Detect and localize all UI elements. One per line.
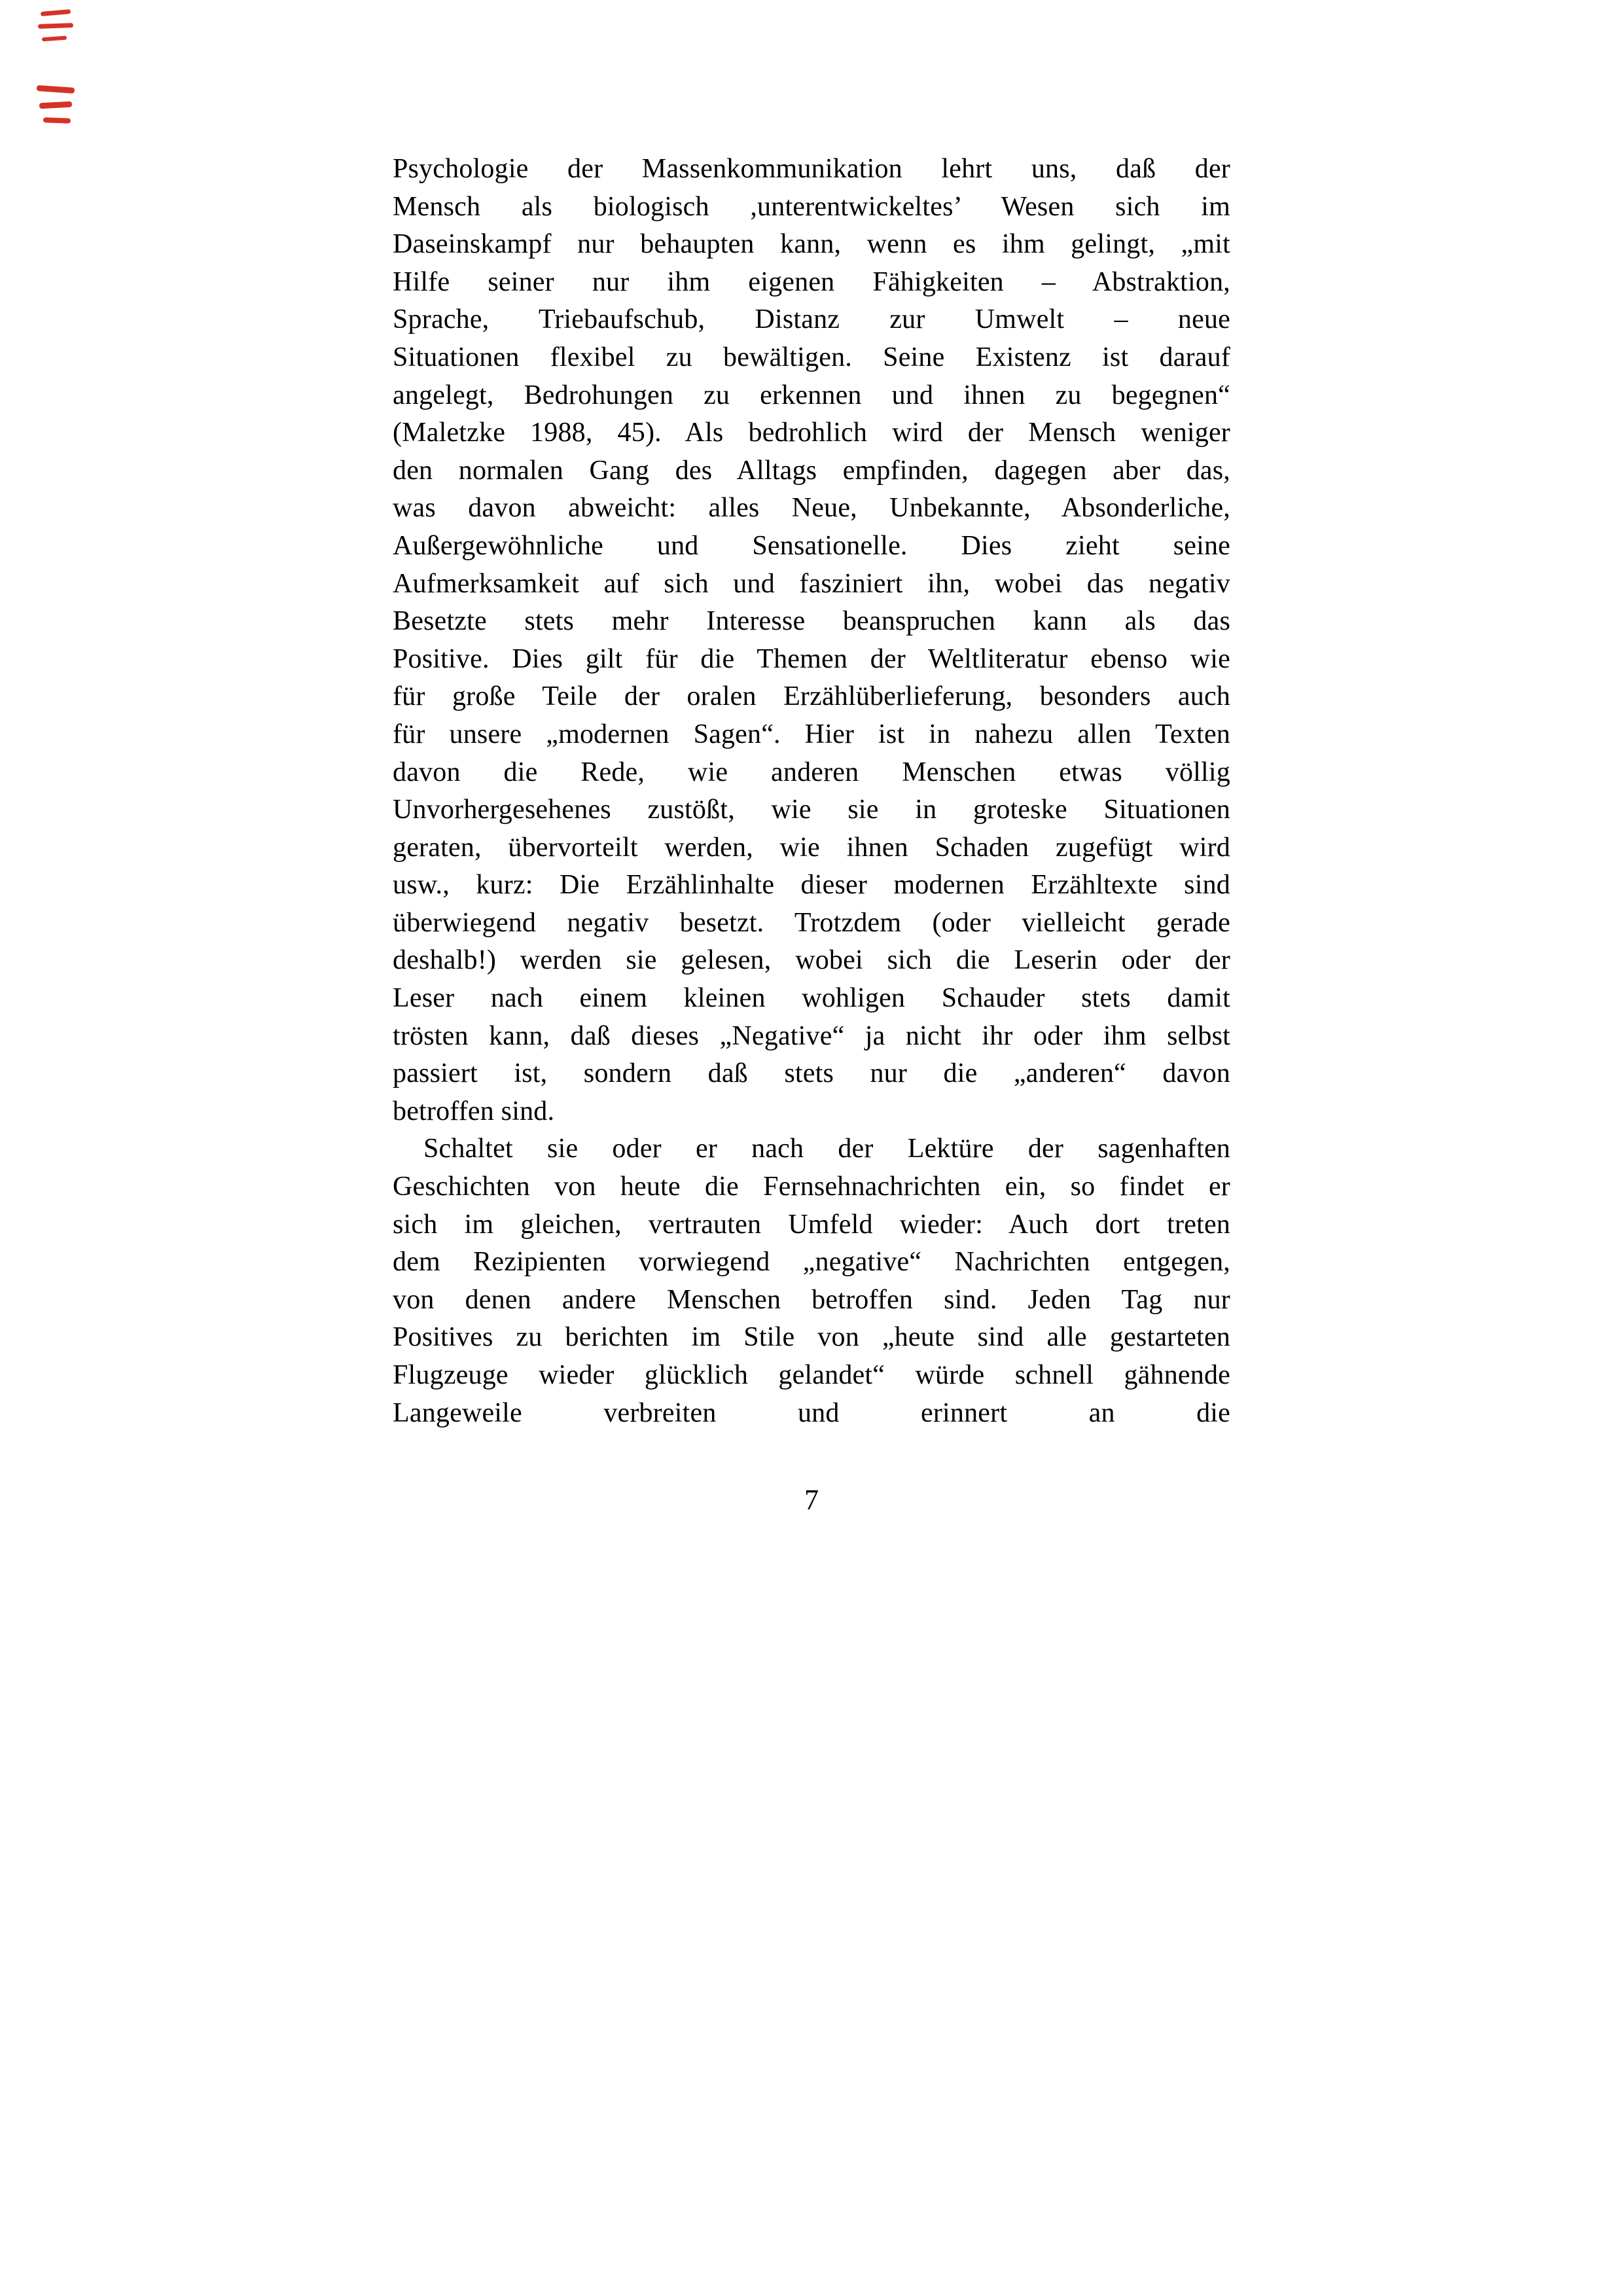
body-text — [393, 151, 1230, 1432]
text-line: usw., kurz: Die Erzählinhalte dieser modernen Erzähltexte sind — [393, 870, 1230, 901]
text-line: Positives zu berichten im Stile von „heute sind alle gestarteten — [393, 1322, 1230, 1353]
text-line: Leser nach einem kleinen wohligen Schauder stets damit — [393, 983, 1230, 1014]
text-line: deshalb!) werden sie gelesen, wobei sich die Leserin oder der — [393, 945, 1230, 976]
text-line: Besetzte stets mehr Interesse beanspruchen kann als das — [393, 606, 1230, 637]
text-line: Langeweile verbreiten und erinnert an die — [393, 1397, 1230, 1428]
text-line: von denen andere Menschen betroffen sind. Jeden Tag nur — [393, 1284, 1230, 1315]
text-line: Außergewöhnliche und Sensationelle. Dies zieht seine — [393, 530, 1230, 561]
text-line: dem Rezipienten vorwiegend „negative“ Nachrichten entgegen, — [393, 1247, 1230, 1278]
text-line: Sprache, Triebaufschub, Distanz zur Umwelt – neue — [393, 304, 1230, 335]
text-line: Aufmerksamkeit auf sich und fasziniert ihn, wobei das negativ — [393, 568, 1230, 599]
text-line: passiert ist, sondern daß stets nur die „anderen“ davon — [393, 1058, 1230, 1089]
pen-stroke — [39, 101, 72, 109]
text-line: für große Teile der oralen Erzählüberlieferung, besonders auch — [393, 681, 1230, 712]
text-line: Hilfe seiner nur ihm eigenen Fähigkeiten – Abstraktion, — [393, 266, 1230, 297]
text-line: den normalen Gang des Alltags empfinden, dagegen aber das, — [393, 455, 1230, 486]
pen-stroke — [41, 9, 71, 16]
text-line: geraten, übervorteilt werden, wie ihnen Schaden zugefügt wird — [393, 832, 1230, 863]
text-line: überwiegend negativ besetzt. Trotzdem (oder vielleicht gerade — [393, 907, 1230, 938]
text-line: davon die Rede, wie anderen Menschen etwas völlig — [393, 757, 1230, 787]
text-line: Flugzeuge wieder glücklich gelandet“ würde schnell gähnende — [393, 1360, 1230, 1390]
pen-stroke — [43, 117, 71, 123]
text-line: für unsere „modernen Sagen“. Hier ist in nahezu allen Texten — [393, 719, 1230, 749]
red-pen-marks — [0, 0, 131, 170]
text-line: was davon abweicht: alles Neue, Unbekannte, Absonderliche, — [393, 493, 1230, 524]
page-number: 7 — [804, 1484, 819, 1516]
text-line: betroffen sind. — [393, 1096, 555, 1126]
text-line: Mensch als biologisch ,unterentwickeltes’ Wesen sich im — [393, 191, 1230, 222]
text-line: Schaltet sie oder er nach der Lektüre der sagenhaften — [423, 1134, 1230, 1164]
text-line: trösten kann, daß dieses „Negative“ ja nicht ihr oder ihm selbst — [393, 1020, 1230, 1051]
text-line: sich im gleichen, vertrauten Umfeld wieder: Auch dort treten — [393, 1209, 1230, 1240]
text-line: (Maletzke 1988, 45). Als bedrohlich wird der Mensch weniger — [393, 418, 1230, 448]
pen-stroke — [42, 36, 67, 42]
text-line: Geschichten von heute die Fernsehnachrichten ein, so findet er — [393, 1172, 1230, 1202]
pen-stroke — [38, 23, 73, 29]
text-line: angelegt, Bedrohungen zu erkennen und ihnen zu begegnen“ — [393, 380, 1230, 410]
text-line: Situationen flexibel zu bewältigen. Seine Existenz ist darauf — [393, 342, 1230, 372]
text-line: Unvorhergesehenes zustößt, wie sie in groteske Situationen — [393, 795, 1230, 825]
text-line: Psychologie der Massenkommunikation lehrt uns, daß der — [393, 154, 1230, 184]
text-line: Daseinskampf nur behaupten kann, wenn es ihm gelingt, „mit — [393, 229, 1230, 260]
pen-stroke — [37, 85, 75, 94]
text-line: Positive. Dies gilt für die Themen der Weltliteratur ebenso wie — [393, 643, 1230, 674]
